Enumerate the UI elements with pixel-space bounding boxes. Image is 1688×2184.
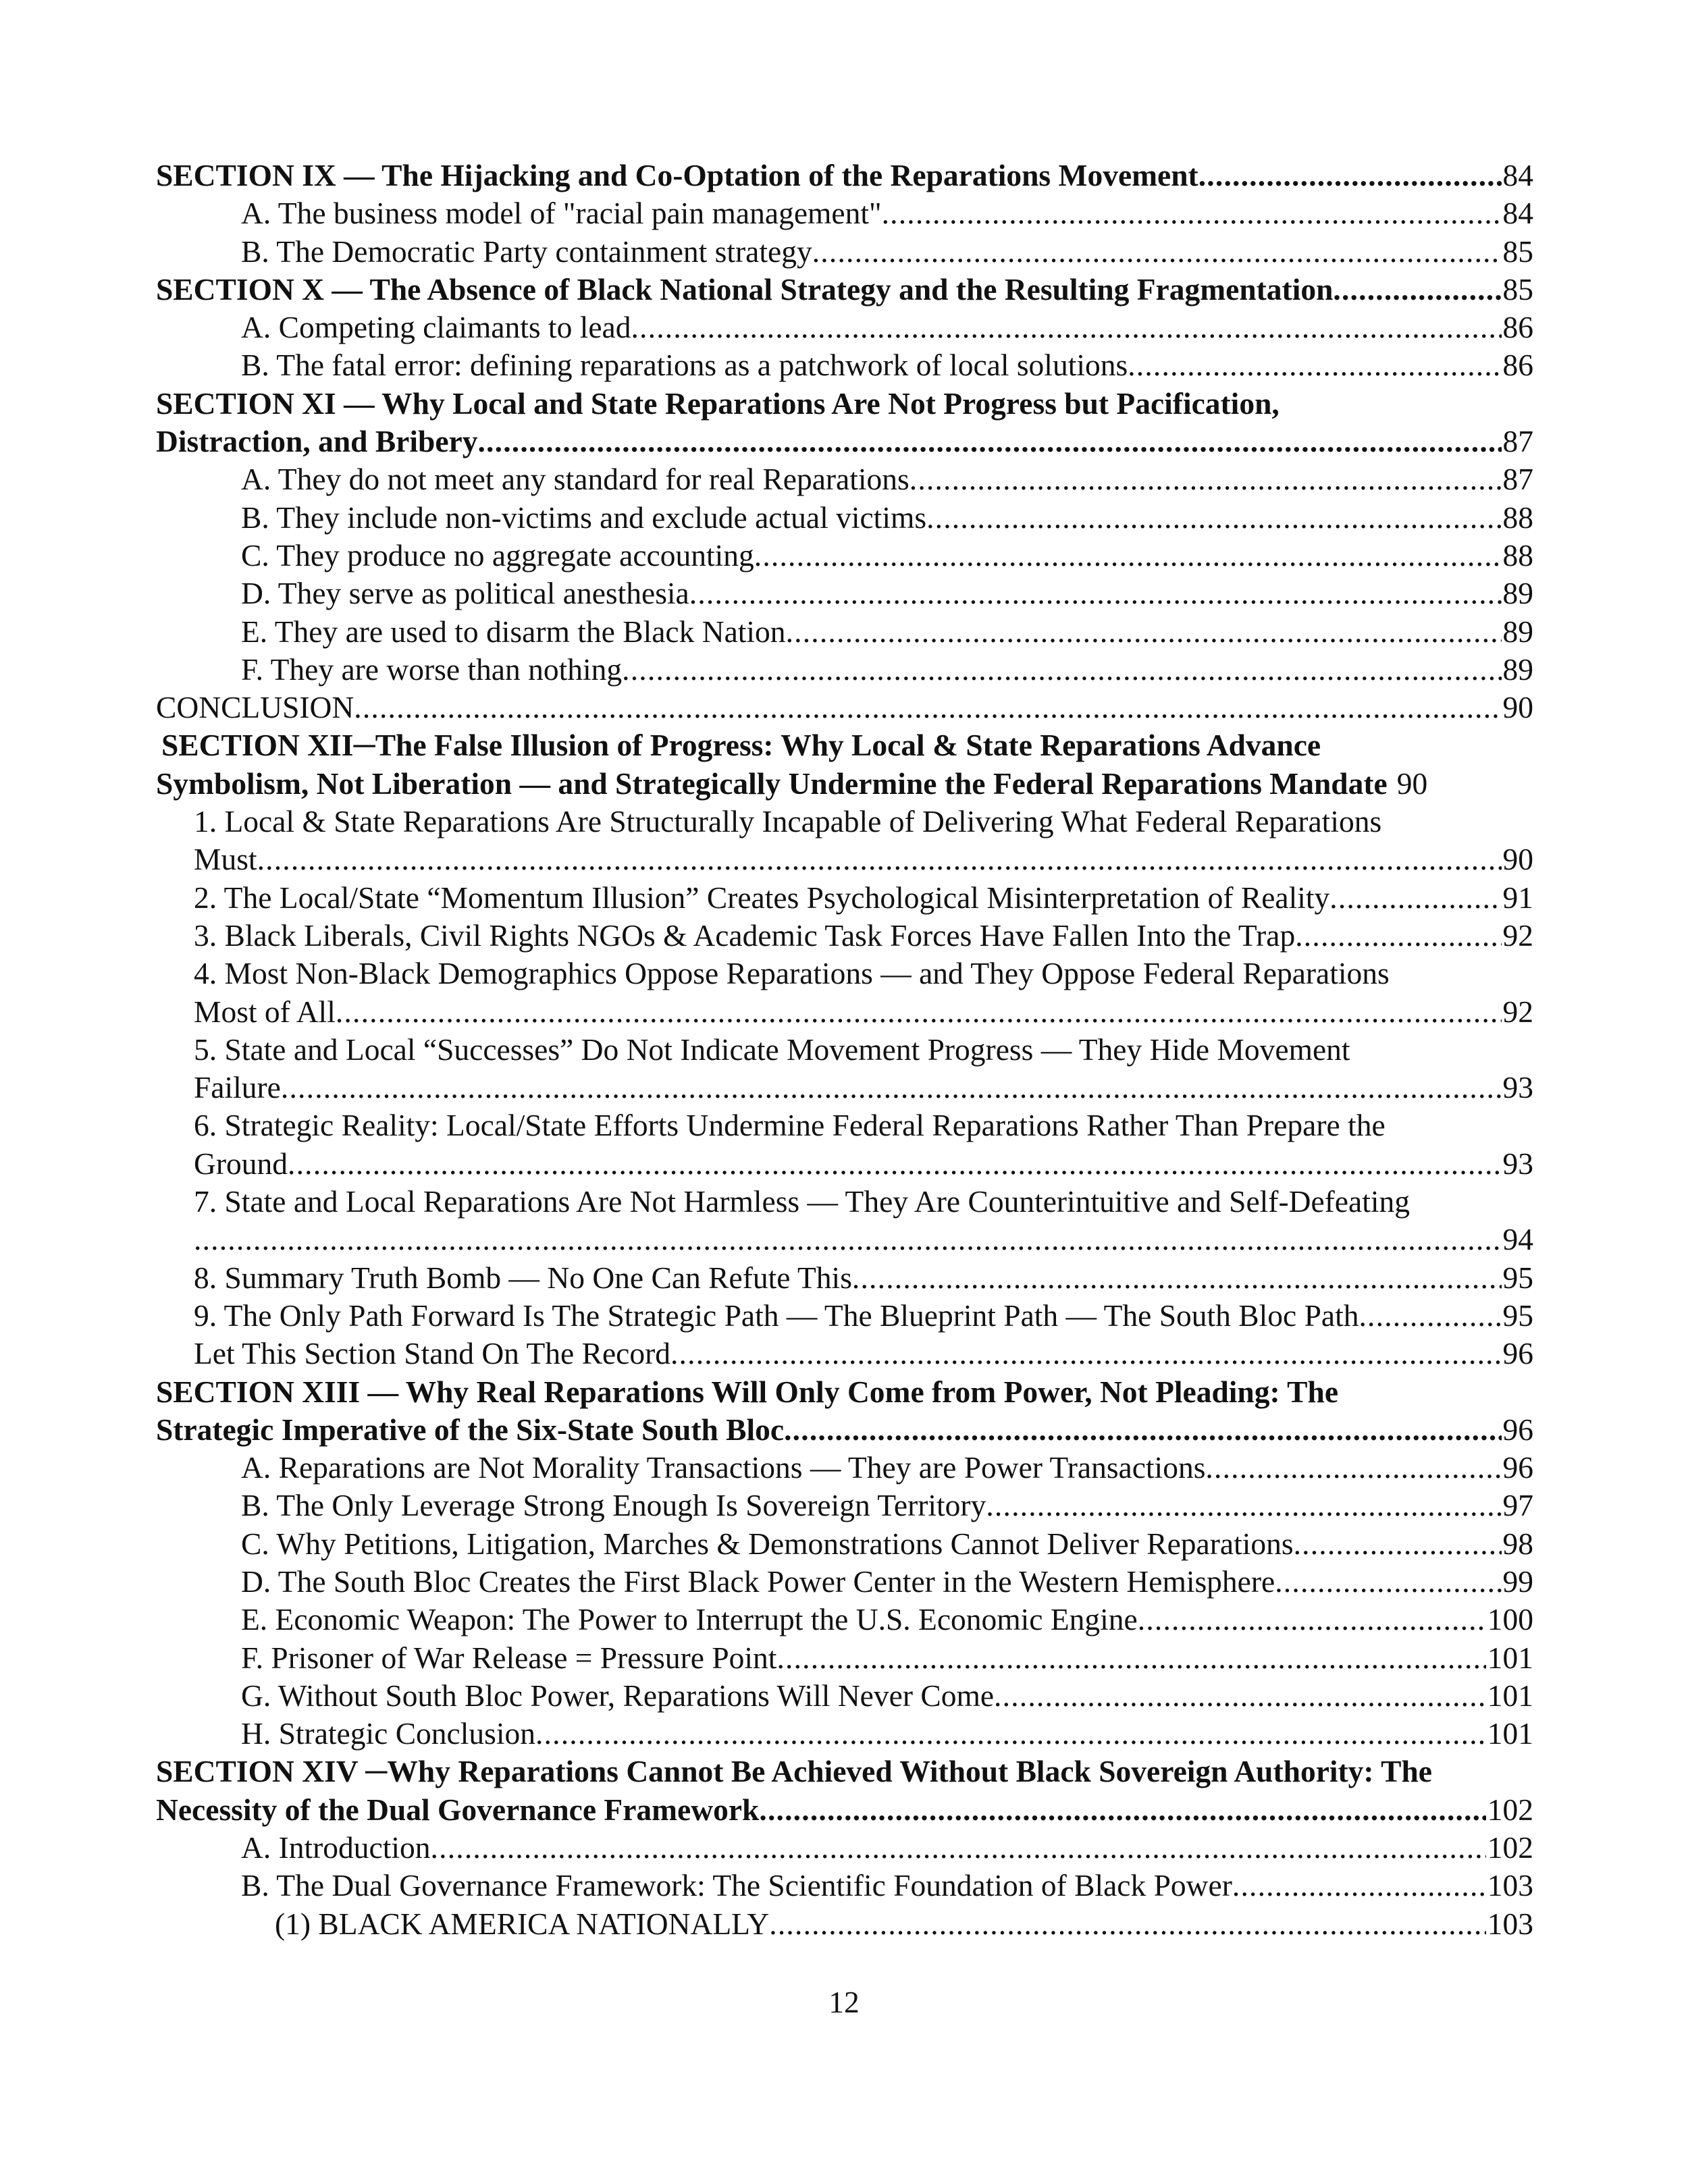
- dot-leader: [281, 1069, 1502, 1107]
- toc-entry-title: SECTION IX — The Hijacking and Co-Optation of the Reparations Movement: [156, 158, 1198, 192]
- toc-entry[interactable]: [156, 194, 1533, 232]
- toc-entry[interactable]: [156, 879, 1533, 917]
- table-of-contents: [156, 157, 1533, 1943]
- toc-entry[interactable]: [156, 1183, 1533, 1259]
- toc-entry-page: 86: [1502, 348, 1533, 383]
- toc-entry-page: 101: [1487, 1678, 1533, 1713]
- toc-entry-title: A. Introduction: [241, 1830, 431, 1865]
- toc-entry[interactable]: [156, 537, 1533, 575]
- toc-entry-title-continued: Ground: [194, 1146, 288, 1181]
- toc-entry-page: 92: [1502, 917, 1533, 953]
- toc-entry-page: 103: [1487, 1868, 1533, 1903]
- toc-entry[interactable]: [156, 499, 1533, 537]
- toc-entry-title: E. They are used to disarm the Black Nation: [241, 614, 786, 649]
- toc-entry-page: 101: [1487, 1716, 1533, 1751]
- toc-entry[interactable]: [156, 1297, 1533, 1335]
- dot-leader: [288, 1145, 1501, 1183]
- toc-entry-title: D. The South Bloc Creates the First Black Power Center in the Western Hemisphere: [241, 1564, 1275, 1599]
- dot-leader: [354, 689, 1501, 726]
- toc-entry-title-continued: Strategic Imperative of the Six-State South Bloc: [156, 1412, 785, 1447]
- toc-entry-title: A. They do not meet any standard for real Reparations: [241, 462, 909, 497]
- dot-leader: [689, 575, 1502, 612]
- toc-entry[interactable]: [156, 1335, 1533, 1373]
- toc-entry-title: Let This Section Stand On The Record: [194, 1336, 670, 1371]
- toc-entry-page: 98: [1502, 1526, 1533, 1561]
- dot-leader: [754, 537, 1502, 575]
- toc-entry-title: 3. Black Liberals, Civil Rights NGOs & Academic Task Forces Have Fallen Into the Trap: [194, 917, 1296, 953]
- toc-entry-page: 89: [1502, 576, 1533, 611]
- toc-entry-title: E. Economic Weapon: The Power to Interrupt the U.S. Economic Engine: [241, 1602, 1138, 1637]
- toc-entry-section-x[interactable]: [156, 271, 1533, 309]
- toc-entry-section-ix[interactable]: [156, 157, 1533, 194]
- dot-leader: [622, 651, 1501, 689]
- toc-entry-title-continued: Must: [194, 842, 257, 877]
- dot-leader: [1295, 917, 1501, 955]
- toc-entry[interactable]: [156, 1031, 1533, 1107]
- toc-entry-title: B. They include non-victims and exclude actual victims: [241, 500, 927, 535]
- dot-leader: [769, 1905, 1485, 1943]
- toc-entry-page: 86: [1502, 310, 1533, 345]
- toc-entry-page: 93: [1502, 1070, 1533, 1105]
- dot-leader: [535, 1715, 1486, 1753]
- toc-entry[interactable]: [156, 651, 1533, 689]
- toc-entry-title-continued: Failure: [194, 1070, 281, 1105]
- page-number: 12: [828, 1985, 860, 2019]
- dot-leader: [1138, 1601, 1486, 1639]
- toc-entry-title: G. Without South Bloc Power, Reparations Will Never Come: [241, 1678, 995, 1713]
- dot-leader: [1232, 1867, 1486, 1905]
- toc-entry-title-continued: Symbolism, Not Liberation — and Strategically Undermine the Federal Reparations Mandate: [156, 766, 1388, 801]
- toc-entry-title: 7. State and Local Reparations Are Not Harmless — They Are Counterintuitive and Self-Defeating: [194, 1184, 1410, 1219]
- toc-entry-title: D. They serve as political anesthesia: [241, 576, 689, 611]
- toc-entry-section-xiv[interactable]: [156, 1753, 1533, 1829]
- toc-entry-title: F. Prisoner of War Release = Pressure Point: [241, 1640, 777, 1675]
- toc-entry-title: H. Strategic Conclusion: [241, 1716, 535, 1751]
- dot-leader: [1294, 1525, 1502, 1563]
- toc-entry-page: 95: [1502, 1298, 1533, 1333]
- dot-leader: [1275, 1563, 1501, 1601]
- dot-leader: [1329, 879, 1501, 917]
- toc-entry-page: 97: [1502, 1488, 1533, 1523]
- toc-entry-title: 8. Summary Truth Bomb — No One Can Refute This: [194, 1260, 852, 1295]
- dot-leader: [986, 1487, 1501, 1524]
- toc-entry[interactable]: [156, 917, 1533, 955]
- toc-entry-title: A. Reparations are Not Morality Transactions — They are Power Transactions: [241, 1450, 1206, 1485]
- toc-entry-section-xiii[interactable]: [156, 1373, 1533, 1449]
- toc-entry[interactable]: [156, 955, 1533, 1031]
- toc-entry-section-xii[interactable]: [156, 726, 1533, 803]
- toc-entry-section-xi[interactable]: [156, 385, 1533, 461]
- toc-entry-title: SECTION XIII — Why Real Reparations Will Only Come from Power, Not Pleading: The: [156, 1374, 1339, 1409]
- toc-entry[interactable]: [156, 575, 1533, 612]
- dot-leader: [759, 1791, 1485, 1829]
- toc-entry-page: 87: [1502, 462, 1533, 497]
- toc-entry-page: 90: [1502, 842, 1533, 877]
- toc-entry[interactable]: [156, 309, 1533, 346]
- toc-entry-page: 96: [1502, 1336, 1533, 1371]
- toc-entry-title: C. Why Petitions, Litigation, Marches & Demonstrations Cannot Deliver Reparations: [241, 1526, 1294, 1561]
- dot-leader: [1198, 157, 1502, 194]
- toc-entry-page: 84: [1502, 158, 1533, 192]
- toc-entry[interactable]: [156, 803, 1533, 879]
- toc-entry-page: 102: [1487, 1830, 1533, 1865]
- toc-entry-page: 103: [1487, 1906, 1533, 1941]
- toc-entry[interactable]: [156, 1639, 1533, 1677]
- toc-entry-title: 5. State and Local “Successes” Do Not Indicate Movement Progress — They Hide Movement: [194, 1032, 1350, 1067]
- toc-entry[interactable]: [156, 1677, 1533, 1715]
- toc-entry-page: 88: [1502, 537, 1533, 572]
- toc-entry-title-continued: Most of All: [194, 994, 336, 1029]
- dot-leader: [994, 1677, 1486, 1715]
- toc-entry[interactable]: [156, 460, 1533, 498]
- dot-leader: [257, 841, 1502, 878]
- toc-entry-title: F. They are worse than nothing: [241, 651, 623, 687]
- dot-leader: [926, 499, 1501, 537]
- dot-leader: [784, 1411, 1501, 1449]
- toc-entry-page: 96: [1502, 1412, 1533, 1447]
- dot-leader: [1359, 1297, 1501, 1335]
- toc-entry[interactable]: [156, 1829, 1533, 1867]
- toc-entry-page: 96: [1502, 1450, 1533, 1485]
- toc-entry-title: C. They produce no aggregate accounting: [241, 537, 754, 572]
- toc-entry-conclusion[interactable]: [156, 689, 1533, 726]
- dot-leader: [1128, 346, 1501, 384]
- toc-entry-page: 90: [1396, 766, 1428, 801]
- toc-entry-title: 1. Local & State Reparations Are Structurally Incapable of Delivering What Federal Reparations: [194, 804, 1382, 839]
- toc-entry-title: 6. Strategic Reality: Local/State Efforts Undermine Federal Reparations Rather Than Prepare the: [194, 1108, 1386, 1143]
- toc-entry-title: SECTION XI — Why Local and State Reparations Are Not Progress but Pacification,: [156, 385, 1280, 421]
- dot-leader: [477, 423, 1501, 460]
- toc-entry-title: 9. The Only Path Forward Is The Strategic Path — The Blueprint Path — The South Bloc Path: [194, 1298, 1359, 1333]
- toc-entry-title: A. Competing claimants to lead: [241, 310, 631, 345]
- toc-entry-title: B. The Dual Governance Framework: The Scientific Foundation of Black Power: [241, 1868, 1232, 1903]
- toc-entry-title: (1) BLACK AMERICA NATIONALLY: [275, 1906, 770, 1941]
- toc-entry-page: 91: [1502, 880, 1533, 915]
- toc-entry-page: 93: [1502, 1146, 1533, 1181]
- toc-entry[interactable]: [156, 346, 1533, 384]
- toc-entry[interactable]: [156, 1525, 1533, 1563]
- dot-leader: [882, 194, 1502, 232]
- toc-entry[interactable]: [156, 1867, 1533, 1905]
- toc-entry-title: A. The business model of "racial pain management": [241, 196, 882, 231]
- dot-leader: [1333, 271, 1501, 309]
- toc-entry-title: B. The Only Leverage Strong Enough Is Sovereign Territory: [241, 1488, 986, 1523]
- toc-entry-title-continued: Distraction, and Bribery: [156, 424, 478, 459]
- toc-entry[interactable]: [156, 613, 1533, 651]
- toc-entry[interactable]: [156, 1715, 1533, 1753]
- dot-leader: [852, 1259, 1502, 1297]
- toc-entry-page: 84: [1502, 196, 1533, 231]
- toc-entry[interactable]: [156, 1259, 1533, 1297]
- toc-entry-title: B. The fatal error: defining reparations as a patchwork of local solutions: [241, 348, 1128, 383]
- toc-entry[interactable]: [156, 1601, 1533, 1639]
- toc-entry-page: 85: [1502, 271, 1533, 307]
- toc-entry[interactable]: [156, 1905, 1533, 1943]
- toc-entry-page: 99: [1502, 1564, 1533, 1599]
- toc-entry[interactable]: [156, 1449, 1533, 1487]
- toc-entry-page: 92: [1502, 994, 1533, 1029]
- toc-entry-page: 101: [1487, 1640, 1533, 1675]
- toc-entry[interactable]: [156, 233, 1533, 271]
- toc-entry[interactable]: [156, 1107, 1533, 1183]
- toc-entry-page: 87: [1502, 424, 1533, 459]
- dot-leader: [909, 460, 1502, 498]
- dot-leader: [670, 1335, 1502, 1373]
- dot-leader: [431, 1829, 1486, 1867]
- toc-entry-page: 90: [1502, 690, 1533, 725]
- toc-entry-page: 89: [1502, 651, 1533, 687]
- toc-entry-title: CONCLUSION: [156, 690, 354, 725]
- toc-entry-page: 100: [1487, 1602, 1533, 1637]
- toc-entry-title: SECTION XII─The False Illusion of Progress: Why Local & State Reparations Advance: [161, 728, 1321, 763]
- dot-leader: [812, 233, 1502, 271]
- toc-entry-title: SECTION XIV ─Why Reparations Cannot Be Achieved Without Black Sovereign Authority: The: [156, 1754, 1432, 1789]
- toc-entry-page: 85: [1502, 234, 1533, 269]
- toc-entry[interactable]: [156, 1563, 1533, 1601]
- toc-entry-page: 102: [1487, 1792, 1533, 1827]
- dot-leader: [1205, 1449, 1501, 1487]
- toc-entry-page: 94: [1502, 1222, 1533, 1257]
- dot-leader: [336, 993, 1502, 1031]
- toc-entry[interactable]: [156, 1487, 1533, 1524]
- toc-entry-title-continued: Necessity of the Dual Governance Framework: [156, 1792, 760, 1827]
- toc-entry-title: B. The Democratic Party containment strategy: [241, 234, 812, 269]
- toc-entry-page: 88: [1502, 500, 1533, 535]
- toc-entry-title: SECTION X — The Absence of Black National Strategy and the Resulting Fragmentation: [156, 271, 1334, 307]
- dot-leader: [786, 613, 1502, 651]
- toc-entry-page: 95: [1502, 1260, 1533, 1295]
- dot-leader: [194, 1221, 1502, 1258]
- dot-leader: [631, 309, 1501, 346]
- dot-leader: [776, 1639, 1485, 1677]
- toc-entry-page: 89: [1502, 614, 1533, 649]
- toc-entry-title: 2. The Local/State “Momentum Illusion” Creates Psychological Misinterpretation of Reality: [194, 880, 1330, 915]
- toc-entry-title: 4. Most Non-Black Demographics Oppose Reparations — and They Oppose Federal Reparations: [194, 956, 1390, 991]
